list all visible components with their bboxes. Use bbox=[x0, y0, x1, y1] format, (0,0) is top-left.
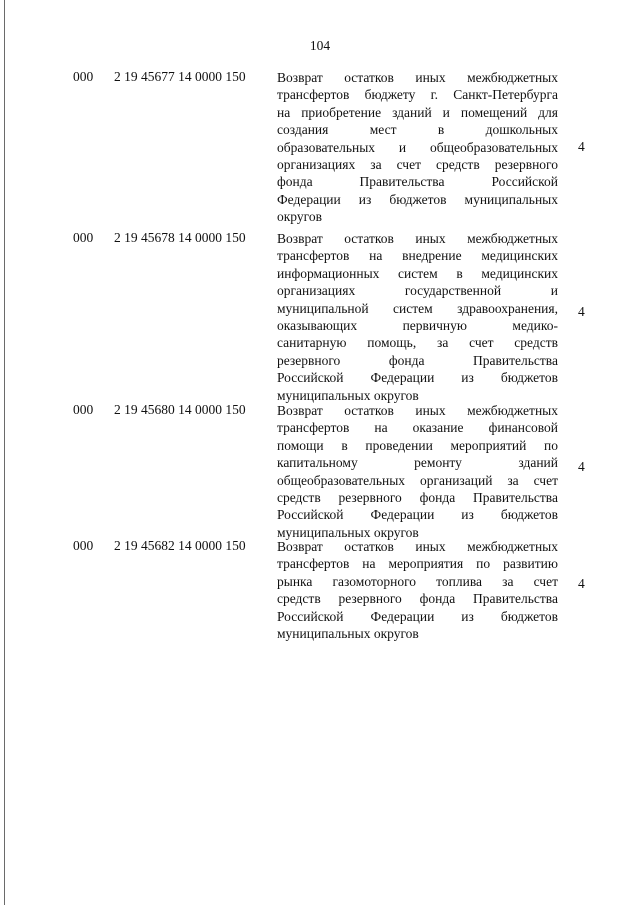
value-cell: 4 bbox=[578, 304, 585, 319]
page-number: 104 bbox=[309, 38, 331, 53]
description-line: капитальному ремонту зданий bbox=[277, 455, 558, 471]
description-line: муниципальных округов bbox=[277, 625, 419, 641]
description-line: образовательных и общеобразовательных bbox=[277, 139, 558, 155]
description-cell bbox=[277, 69, 558, 226]
budget-classification-code-cell: 2 19 45677 14 0000 150 bbox=[114, 69, 246, 84]
value-cell: 4 bbox=[578, 139, 585, 154]
value-cell: 4 bbox=[578, 459, 585, 474]
budget-classification-code-cell: 2 19 45682 14 0000 150 bbox=[114, 538, 246, 553]
description-line: Возврат остатков иных межбюджетных bbox=[277, 70, 558, 85]
description-line: рынка газомоторного топлива за счет bbox=[277, 573, 558, 589]
description-line: средств резервного фонда Правительства bbox=[277, 591, 558, 607]
description-cell bbox=[277, 402, 558, 541]
description-line: резервного фонда Правительства bbox=[277, 352, 558, 368]
description-line: организациях за счет средств резервного bbox=[277, 156, 558, 172]
description-line: трансфертов на внедрение медицинских bbox=[277, 248, 558, 264]
description-line: округов bbox=[277, 209, 322, 225]
description-line: оказывающих первичную медико- bbox=[277, 317, 558, 333]
description-line: трансфертов на оказание финансовой bbox=[277, 420, 558, 436]
description-line: Российской Федерации из бюджетов bbox=[277, 370, 558, 386]
description-cell bbox=[277, 230, 558, 404]
description-line: санитарную помощь, за счет средств bbox=[277, 335, 558, 351]
description-line: организациях государственной и bbox=[277, 283, 558, 299]
description-line: Возврат остатков иных межбюджетных bbox=[277, 231, 558, 246]
description-line: на приобретение зданий и помещений для bbox=[277, 104, 558, 120]
description-line: Федерации из бюджетов муниципальных bbox=[277, 191, 558, 207]
description-line: трансфертов бюджету г. Санкт-Петербурга bbox=[277, 87, 558, 103]
admin-code-cell: 000 bbox=[73, 538, 94, 553]
description-line: создания мест в дошкольных bbox=[277, 122, 558, 138]
description-line: муниципальных округов bbox=[277, 524, 419, 540]
budget-classification-code-cell: 2 19 45678 14 0000 150 bbox=[114, 230, 246, 245]
description-cell bbox=[277, 538, 558, 642]
description-line: общеобразовательных организаций за счет bbox=[277, 472, 558, 488]
value-cell: 4 bbox=[578, 576, 585, 591]
budget-classification-code-cell: 2 19 45680 14 0000 150 bbox=[114, 402, 246, 417]
description-line: Возврат остатков иных межбюджетных bbox=[277, 539, 558, 554]
description-line: трансфертов на мероприятия по развитию bbox=[277, 556, 558, 572]
description-line: муниципальной систем здравоохранения, bbox=[277, 300, 558, 316]
description-line: средств резервного фонда Правительства bbox=[277, 489, 558, 505]
admin-code-cell: 000 bbox=[73, 69, 94, 84]
description-line: информационных систем в медицинских bbox=[277, 265, 558, 281]
description-line: Российской Федерации из бюджетов bbox=[277, 507, 558, 523]
description-line: фонда Правительства Российской bbox=[277, 174, 558, 190]
scan-edge-line bbox=[4, 0, 5, 905]
description-line: Возврат остатков иных межбюджетных bbox=[277, 403, 558, 418]
description-line: Российской Федерации из бюджетов bbox=[277, 608, 558, 624]
description-line: муниципальных округов bbox=[277, 387, 419, 403]
admin-code-cell: 000 bbox=[73, 402, 94, 417]
description-line: помощи в проведении мероприятий по bbox=[277, 437, 558, 453]
admin-code-cell: 000 bbox=[73, 230, 94, 245]
